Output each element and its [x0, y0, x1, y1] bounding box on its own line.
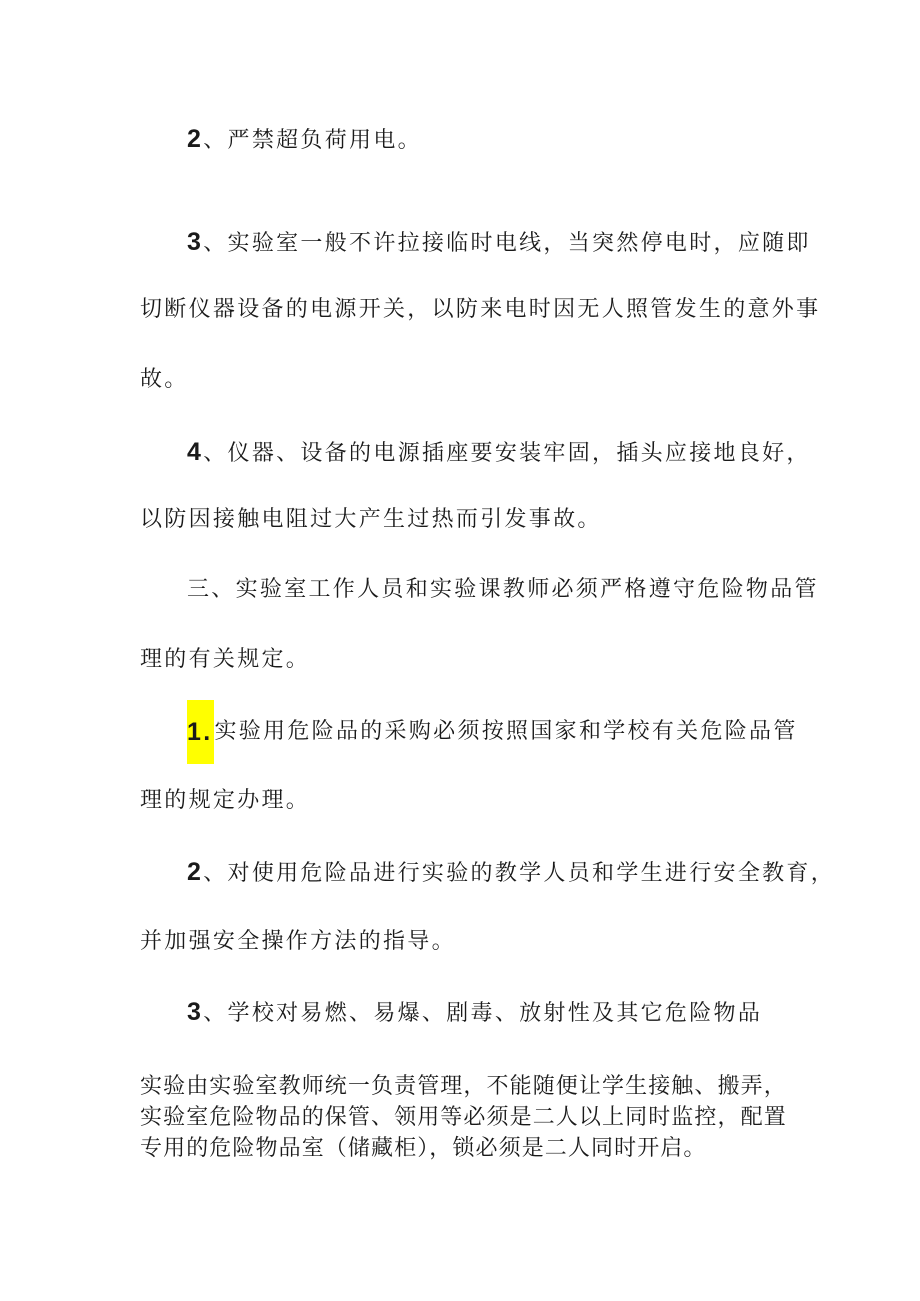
paragraph-text: 并加强安全操作方法的指导。: [140, 929, 456, 954]
item-number: 3: [187, 998, 204, 1026]
paragraph-text: 、实验室一般不许拉接临时电线，当突然停电时，应随即: [203, 231, 811, 256]
paragraph-text: 、对使用危险品进行实验的教学人员和学生进行安全教育，: [203, 861, 836, 886]
paragraph-text: 三、实验室工作人员和实验课教师必须严格遵守危险物品管: [187, 577, 819, 602]
highlighted-item-number: 1.: [187, 700, 214, 764]
paragraph-line: [140, 295, 821, 325]
paragraph-line: [187, 997, 847, 1029]
paragraph-line: [187, 575, 847, 605]
paragraph-line: [140, 786, 800, 816]
paragraph-text: 专用的危险物品室（储藏柜），锁必须是二人同时开启。: [140, 1136, 707, 1161]
paragraph-line: [187, 700, 847, 764]
paragraph-text: 、学校对易燃、易爆、剧毒、放射性及其它危险物品: [203, 1001, 763, 1026]
paragraph-text: 以防因接触电阻过大产生过热而引发事故。: [140, 507, 602, 532]
paragraph-line: [187, 227, 847, 259]
paragraph-line: [140, 505, 800, 535]
item-number: 2: [187, 858, 204, 886]
paragraph-text: 理的规定办理。: [140, 788, 311, 813]
paragraph-text: 、仪器、设备的电源插座要安装牢固，插头应接地良好，: [203, 441, 811, 466]
paragraph-line: [140, 1072, 800, 1102]
item-number: 2: [187, 125, 204, 153]
item-number: 3: [187, 228, 204, 256]
paragraph-text: 、严禁超负荷用电。: [203, 128, 422, 153]
item-number: 4: [187, 438, 204, 466]
paragraph-line: [187, 124, 847, 156]
paragraph-line: [140, 365, 800, 395]
paragraph-text: 理的有关规定。: [140, 647, 311, 672]
paragraph-line: [140, 1103, 800, 1133]
paragraph-text: 故。: [140, 367, 189, 392]
paragraph-text: 实验用危险品的采购必须按照国家和学校有关危险品管: [214, 719, 798, 744]
paragraph-text: 切断仪器设备的电源开关，以防来电时因无人照管发生的意外事: [140, 297, 821, 322]
paragraph-line: [140, 1134, 800, 1164]
paragraph-line: [187, 437, 847, 469]
paragraph-line: [187, 857, 847, 889]
paragraph-text: 实验室危险物品的保管、领用等必须是二人以上同时监控，配置: [140, 1105, 787, 1130]
paragraph-line: [140, 645, 800, 675]
paragraph-line: [140, 927, 800, 957]
paragraph-text: 实验由实验室教师统一负责管理，不能随便让学生接触、搬弄，: [140, 1074, 787, 1099]
